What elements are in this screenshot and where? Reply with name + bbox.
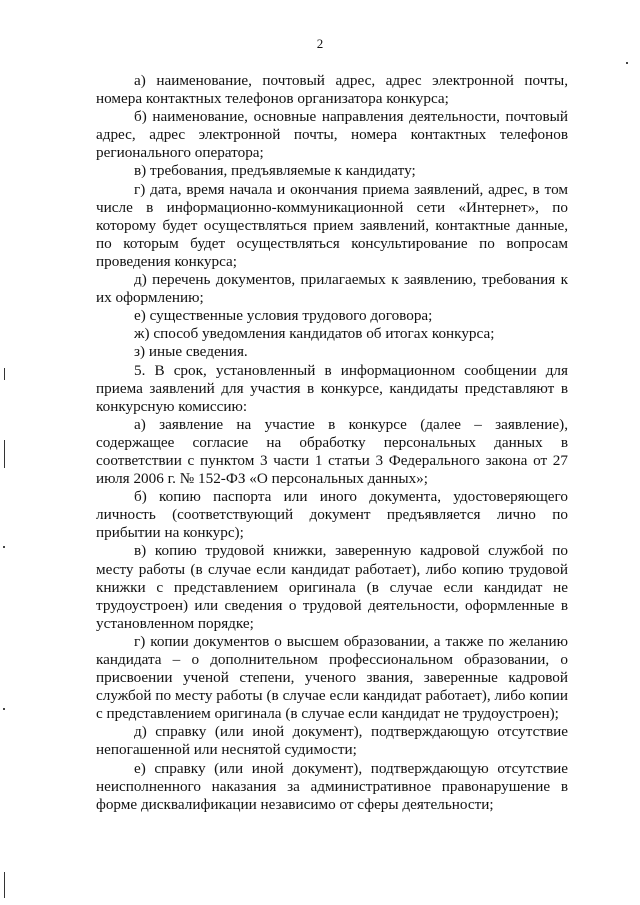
paragraph-b-regional-operator: б) наименование, основные направления деятельности, почтовый адрес, адрес электронной почты, номера контактных телефонов регионального оператора;	[96, 108, 568, 162]
paragraph-g-dates-address: г) дата, время начала и окончания приема заявлений, адрес, в том числе в информационно-коммуникационной сети «Интернет», по которому будет осуществляться прием заявлений, контактные данные, по которым будет осуществляться консультирование по вопросам проведения конкурса;	[96, 180, 568, 270]
paragraph-a-organizer: а) наименование, почтовый адрес, адрес электронной почты, номера контактных телефонов организатора конкурса;	[96, 72, 568, 108]
scan-mark	[4, 440, 5, 468]
page-number: 2	[316, 36, 324, 51]
scan-dot	[3, 546, 5, 548]
paragraph-e-disqualification: е) справку (или иной документ), подтверждающую отсутствие неисполненного наказания за административное правонарушение в форме дисквалификации независимо от сферы деятельности;	[96, 759, 568, 813]
paragraph-a-application: а) заявление на участие в конкурсе (далее – заявление), содержащее согласие на обработку персональных данных в соответствии с пунктом 3 части 1 статьи 3 Федерального закона от 27 июля 2006 г. № 152-ФЗ «О персональных данных»;	[96, 415, 568, 488]
paragraph-z-other: з) иные сведения.	[134, 343, 248, 361]
paragraph-v-employment-record: в) копию трудовой книжки, заверенную кадровой службой по месту работы (в случае если кандидат работает), либо копию трудовой книжки с представлением оригинала (в случае если кандидат не трудоустроен) или сведения о трудовой деятельности, оформленные в установленном порядке;	[96, 542, 568, 632]
paragraph-e-contract-terms: е) существенные условия трудового договора;	[134, 307, 433, 325]
paragraph-b-passport: б) копию паспорта или иного документа, удостоверяющего личность (соответствующий документ предъявляется лично по прибытии на конкурс);	[96, 488, 568, 542]
scan-dot	[626, 62, 628, 64]
paragraph-g-education: г) копии документов о высшем образовании, а также по желанию кандидата – о дополнительном профессиональном образовании, о присвоении ученой степени, ученого звания, заверенные кадровой службой по месту работы (в случае если кандидат работает), либо копии с представлением оригинала (в случае если кандидат не трудоустроен);	[96, 632, 568, 723]
scan-mark	[4, 368, 5, 380]
paragraph-d-criminal-record: д) справку (или иной документ), подтверждающую отсутствие непогашенной или неснятой судимости;	[96, 723, 568, 759]
scan-dot	[3, 708, 5, 710]
paragraph-d-documents-list: д) перечень документов, прилагаемых к заявлению, требования к их оформлению;	[96, 271, 568, 307]
paragraph-v-requirements: в) требования, предъявляемые к кандидату;	[134, 162, 416, 180]
paragraph-5-submission: 5. В срок, установленный в информационном сообщении для приема заявлений для участия в конкурсе, кандидаты представляют в конкурсную комиссию:	[96, 361, 568, 415]
scan-mark	[4, 872, 5, 898]
document-body	[96, 72, 568, 814]
paragraph-zh-notification: ж) способ уведомления кандидатов об итогах конкурса;	[134, 325, 495, 343]
